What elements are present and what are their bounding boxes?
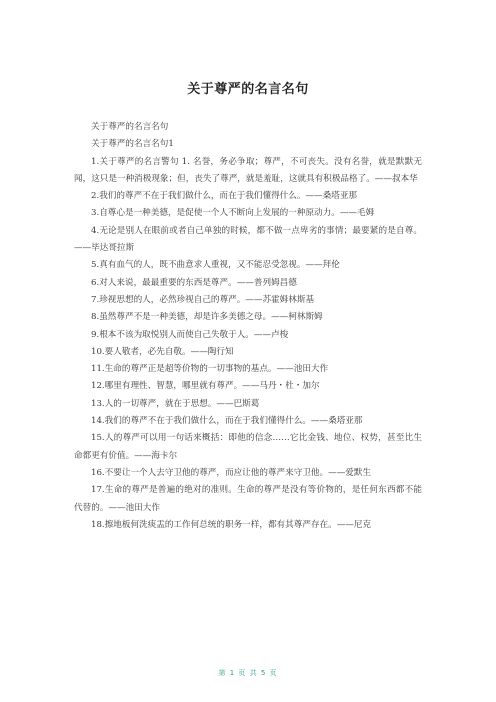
paragraph: 6.对人来说，最最重要的东西是尊严。——普列姆昌德: [91, 277, 297, 288]
paragraph: 15.人的尊严可以用一句话来概括：即他的信念……它比金钱、地位、权势，甚至比生命都更有价值。——海卡尔: [74, 433, 422, 461]
paragraph: 5.真有血气的人，既不曲意求人重视，又不能忍受忽视。——拜伦: [91, 260, 340, 271]
paragraph: 14.我们的尊严不在于我们做什么，而在于我们懂得什么。——桑塔亚那: [91, 416, 363, 427]
paragraph: 13.人的一切尊严，就在于思想。——巴斯葛: [91, 398, 260, 409]
paragraph: 1.关于尊严的名言警句 1. 名誉，务必争取；尊严，不可丧失。没有名誉，就是默默无闻，这只是一种消极现象；但，丧失了尊严，就是羞耻，这就具有积极品格了。——叔本华: [74, 156, 422, 184]
paragraph: 18.擦地板何洗痰盂的工作何总统的职务一样，都有其尊严存在。——尼克: [91, 519, 372, 530]
paragraph: 11.生命的尊严正是超等价物的一切事物的基点。——池田大作: [91, 364, 329, 375]
paragraph: 8.虽然尊严不是一种美德，却是许多美德之母。——柯林斯姆: [91, 312, 323, 323]
paragraph: 3.自尊心是一种美德，是促使一个人不断向上发展的一种原动力。——毛姆: [91, 208, 375, 219]
paragraph: 17.生命的尊严是普遍的绝对的准则。生命的尊严是没有等价物的，是任何东西都不能代替的。——池田大作: [74, 485, 422, 513]
document-body: [74, 119, 422, 534]
paragraph: 7.珍视思想的人，必然珍视自己的尊严。——苏霍姆林斯基: [91, 294, 315, 305]
paragraph: 12.哪里有理性、智慧，哪里就有尊严。——马丹・杜・加尔: [91, 381, 320, 392]
paragraph: 关于尊严的名言名句1: [91, 139, 174, 150]
paragraph: 16.不要让一个人去守卫他的尊严，而应让他的尊严来守卫他。——爱默生: [91, 467, 372, 478]
paragraph: 2.我们的尊严不在于我们做什么，而在于我们懂得什么。——桑塔亚那: [91, 191, 358, 202]
page-footer: 第 1 页 共 5 页: [218, 669, 278, 677]
paragraph: 9.根本不该为取悦别人而使自己失敬于人。——卢梭: [91, 329, 289, 340]
paragraph: 关于尊严的名言名句: [91, 122, 169, 132]
paragraph: 4.无论是别人在眼前或者自己单独的时候，都不做一点卑劣的事情；最要紧的是自尊。——毕达哥拉斯: [74, 225, 422, 254]
paragraph: 10.要人敬者，必先自敬。——陶行知: [91, 346, 234, 357]
document-title: 关于尊严的名言名句: [187, 82, 309, 97]
